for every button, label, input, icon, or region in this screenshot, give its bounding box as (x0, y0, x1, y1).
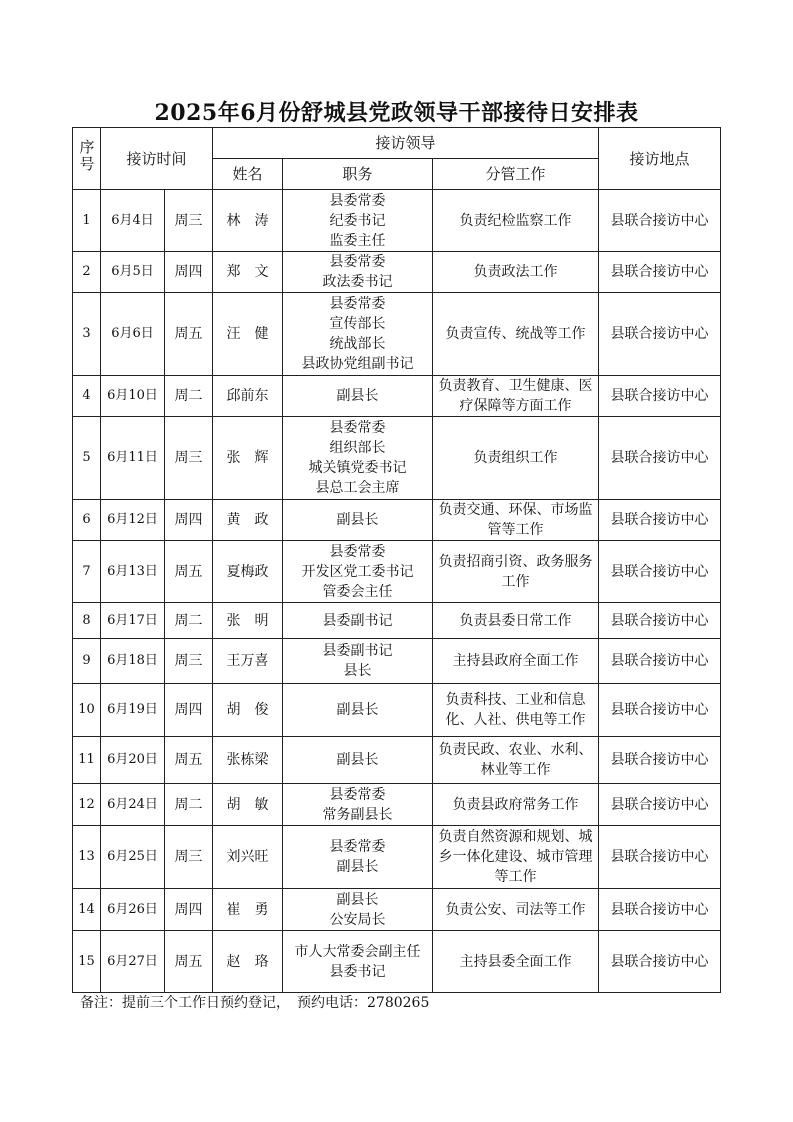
row-name: 张 辉 (213, 417, 283, 500)
row-position: 市人大常委会副主任 县委书记 (283, 931, 433, 993)
row-place: 县联合接访中心 (599, 889, 721, 931)
row-number: 7 (73, 541, 101, 603)
row-date: 6月19日 (101, 684, 165, 737)
row-duty: 负责县委日常工作 (433, 603, 599, 639)
row-name: 邱前东 (213, 376, 283, 417)
row-place: 县联合接访中心 (599, 252, 721, 293)
row-place: 县联合接访中心 (599, 417, 721, 500)
row-position: 县委常委 组织部长 城关镇党委书记 县总工会主席 (283, 417, 433, 500)
row-number: 14 (73, 889, 101, 931)
row-position: 县委常委 常务副县长 (283, 784, 433, 826)
row-place: 县联合接访中心 (599, 541, 721, 603)
row-name: 王万喜 (213, 639, 283, 684)
row-duty: 负责政法工作 (433, 252, 599, 293)
row-name: 赵 珞 (213, 931, 283, 993)
note-label: 备注： (80, 995, 122, 1011)
row-date: 6月18日 (101, 639, 165, 684)
row-number: 15 (73, 931, 101, 993)
row-position: 副县长 (283, 376, 433, 417)
table-row (73, 500, 721, 541)
row-position: 副县长 (283, 500, 433, 541)
row-position: 县委常委 政法委书记 (283, 252, 433, 293)
row-position: 副县长 (283, 737, 433, 784)
row-weekday: 周四 (165, 252, 213, 293)
note-text: 提前三个工作日预约登记， (122, 995, 283, 1011)
note-phone-label: 预约电话： (297, 995, 367, 1011)
row-position: 副县长 (283, 684, 433, 737)
note-phone: 2780265 (367, 995, 430, 1011)
row-weekday: 周四 (165, 889, 213, 931)
row-date: 6月10日 (101, 376, 165, 417)
row-place: 县联合接访中心 (599, 684, 721, 737)
row-number: 12 (73, 784, 101, 826)
row-weekday: 周二 (165, 376, 213, 417)
table-row (73, 603, 721, 639)
row-duty: 负责招商引资、政务服务工作 (433, 541, 599, 603)
row-name: 黄 政 (213, 500, 283, 541)
row-weekday: 周五 (165, 293, 213, 376)
row-name: 郑 文 (213, 252, 283, 293)
row-date: 6月20日 (101, 737, 165, 784)
row-weekday: 周五 (165, 541, 213, 603)
row-number: 6 (73, 500, 101, 541)
row-position: 县委副书记 县长 (283, 639, 433, 684)
row-duty: 负责民政、农业、水利、林业等工作 (433, 737, 599, 784)
row-duty: 负责教育、卫生健康、医疗保障等方面工作 (433, 376, 599, 417)
row-number: 4 (73, 376, 101, 417)
row-number: 2 (73, 252, 101, 293)
row-name: 胡 俊 (213, 684, 283, 737)
row-date: 6月4日 (101, 190, 165, 252)
row-date: 6月26日 (101, 889, 165, 931)
header-no: 序号 (73, 128, 101, 190)
row-duty: 主持县委全面工作 (433, 931, 599, 993)
row-weekday: 周三 (165, 417, 213, 500)
row-position: 县委常委 纪委书记 监委主任 (283, 190, 433, 252)
row-duty: 负责自然资源和规划、城乡一体化建设、城市管理等工作 (433, 826, 599, 889)
row-duty: 负责交通、环保、市场监管等工作 (433, 500, 599, 541)
footnote (80, 992, 429, 1012)
row-position: 县委常委 副县长 (283, 826, 433, 889)
row-number: 8 (73, 603, 101, 639)
row-position: 县委副书记 (283, 603, 433, 639)
row-date: 6月12日 (101, 500, 165, 541)
row-date: 6月25日 (101, 826, 165, 889)
header-place: 接访地点 (599, 128, 721, 190)
row-place: 县联合接访中心 (599, 293, 721, 376)
row-number: 5 (73, 417, 101, 500)
table-row (73, 737, 721, 784)
table-row (73, 541, 721, 603)
header-position: 职务 (283, 159, 433, 190)
row-name: 张 明 (213, 603, 283, 639)
row-duty: 负责公安、司法等工作 (433, 889, 599, 931)
row-weekday: 周五 (165, 737, 213, 784)
row-name: 夏梅政 (213, 541, 283, 603)
table-row (73, 639, 721, 684)
header-leader: 接访领导 (213, 128, 599, 159)
row-weekday: 周四 (165, 500, 213, 541)
row-number: 9 (73, 639, 101, 684)
row-position: 副县长 公安局长 (283, 889, 433, 931)
row-duty: 负责纪检监察工作 (433, 190, 599, 252)
row-place: 县联合接访中心 (599, 784, 721, 826)
table-row (73, 931, 721, 993)
row-place: 县联合接访中心 (599, 639, 721, 684)
row-date: 6月17日 (101, 603, 165, 639)
table-row (73, 376, 721, 417)
row-position: 县委常委 宣传部长 统战部长 县政协党组副书记 (283, 293, 433, 376)
table-row (73, 784, 721, 826)
row-weekday: 周二 (165, 784, 213, 826)
row-position: 县委常委 开发区党工委书记 管委会主任 (283, 541, 433, 603)
row-name: 胡 敏 (213, 784, 283, 826)
table-row (73, 684, 721, 737)
row-place: 县联合接访中心 (599, 190, 721, 252)
row-date: 6月11日 (101, 417, 165, 500)
table-row (73, 826, 721, 889)
row-place: 县联合接访中心 (599, 737, 721, 784)
table-row (73, 417, 721, 500)
table-row (73, 252, 721, 293)
row-duty: 负责宣传、统战等工作 (433, 293, 599, 376)
row-name: 崔 勇 (213, 889, 283, 931)
row-name: 汪 健 (213, 293, 283, 376)
row-place: 县联合接访中心 (599, 603, 721, 639)
row-number: 1 (73, 190, 101, 252)
header-duty: 分管工作 (433, 159, 599, 190)
row-weekday: 周三 (165, 826, 213, 889)
row-weekday: 周五 (165, 931, 213, 993)
table-row (73, 293, 721, 376)
row-weekday: 周二 (165, 603, 213, 639)
row-number: 11 (73, 737, 101, 784)
schedule-table (72, 127, 721, 993)
header-time: 接访时间 (101, 128, 213, 190)
row-weekday: 周三 (165, 639, 213, 684)
page-title: 2025年6月份舒城县党政领导干部接待日安排表 (154, 100, 639, 126)
header-name: 姓名 (213, 159, 283, 190)
row-weekday: 周四 (165, 684, 213, 737)
row-name: 刘兴旺 (213, 826, 283, 889)
row-date: 6月13日 (101, 541, 165, 603)
row-date: 6月6日 (101, 293, 165, 376)
row-duty: 负责县政府常务工作 (433, 784, 599, 826)
row-place: 县联合接访中心 (599, 826, 721, 889)
row-duty: 主持县政府全面工作 (433, 639, 599, 684)
row-date: 6月5日 (101, 252, 165, 293)
row-number: 10 (73, 684, 101, 737)
table-row (73, 190, 721, 252)
row-date: 6月24日 (101, 784, 165, 826)
table-row (73, 889, 721, 931)
row-place: 县联合接访中心 (599, 500, 721, 541)
row-place: 县联合接访中心 (599, 376, 721, 417)
row-duty: 负责组织工作 (433, 417, 599, 500)
row-number: 13 (73, 826, 101, 889)
row-weekday: 周三 (165, 190, 213, 252)
row-place: 县联合接访中心 (599, 931, 721, 993)
row-duty: 负责科技、工业和信息化、人社、供电等工作 (433, 684, 599, 737)
row-name: 林 涛 (213, 190, 283, 252)
row-number: 3 (73, 293, 101, 376)
row-name: 张栋梁 (213, 737, 283, 784)
row-date: 6月27日 (101, 931, 165, 993)
